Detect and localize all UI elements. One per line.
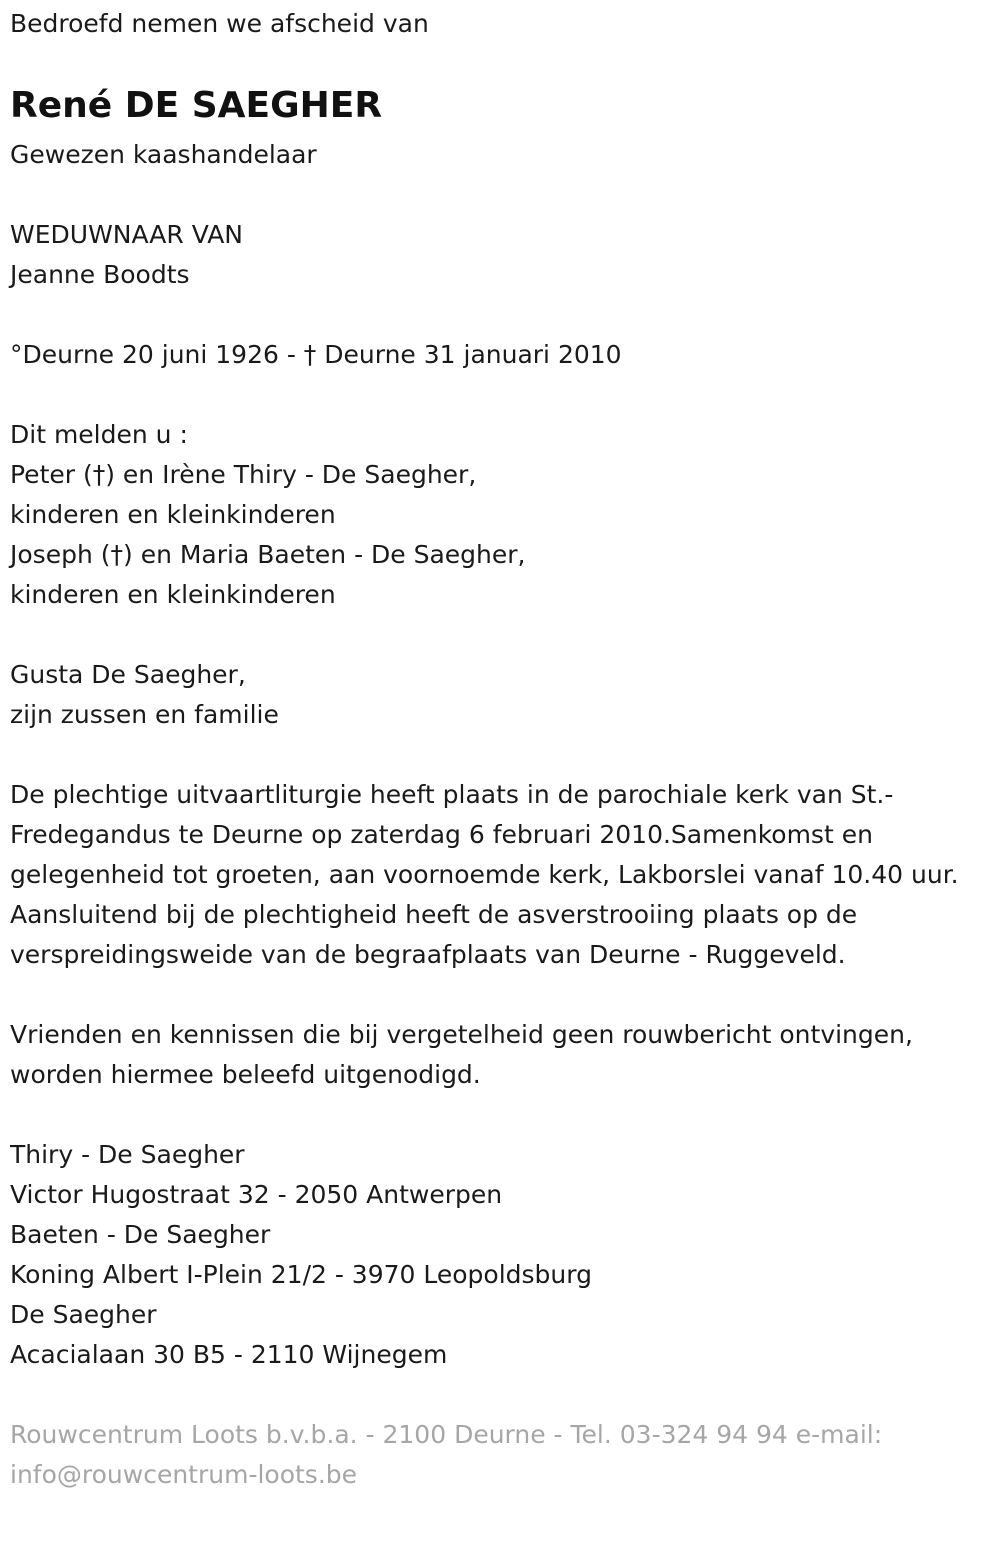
intro-text: Bedroefd nemen we afscheid van	[10, 9, 429, 38]
family-line: Joseph (†) en Maria Baeten - De Saegher,	[10, 540, 526, 569]
family-line: kinderen en kleinkinderen	[10, 580, 336, 609]
announced-by-label: Dit melden u :	[10, 420, 188, 449]
spacer	[10, 1095, 990, 1135]
address-name: Thiry - De Saegher	[10, 1140, 245, 1169]
funeral-home-footer: Rouwcentrum Loots b.v.b.a. - 2100 Deurne - Tel. 03-324 94 94 e-mail: info@rouwcentrum-loots.be	[10, 1420, 883, 1489]
occupation-text: Gewezen kaashandelaar	[10, 140, 317, 169]
spouse-name: Jeanne Boodts	[10, 260, 190, 289]
birth-death-dates: °Deurne 20 juni 1926 - † Deurne 31 januari 2010	[10, 340, 622, 369]
relatives-line: Gusta De Saegher,	[10, 660, 246, 689]
family-line: Peter (†) en Irène Thiry - De Saegher,	[10, 460, 477, 489]
relatives-line: zijn zussen en familie	[10, 700, 279, 729]
family-line: kinderen en kleinkinderen	[10, 500, 336, 529]
address-line: Acacialaan 30 B5 - 2110 Wijnegem	[10, 1340, 448, 1369]
scattering-paragraph: Aansluitend bij de plechtigheid heeft de asverstrooiing plaats op de verspreidingsweide van de begraafplaats van Deurne - Ruggeveld.	[10, 900, 858, 969]
spacer	[10, 735, 990, 775]
spacer	[10, 175, 990, 215]
invitation-paragraph: Vrienden en kennissen die bij vergetelheid geen rouwbericht ontvingen, worden hiermee beleefd uitgenodigd.	[10, 1020, 913, 1089]
widower-label: WEDUWNAAR VAN	[10, 220, 244, 249]
spacer	[10, 295, 990, 335]
spacer	[10, 975, 990, 1015]
address-line: Koning Albert I-Plein 21/2 - 3970 Leopoldsburg	[10, 1260, 592, 1289]
deceased-name: René DE SAEGHER	[10, 85, 383, 126]
spacer	[10, 375, 990, 415]
address-name: De Saegher	[10, 1300, 157, 1329]
address-name: Baeten - De Saegher	[10, 1220, 271, 1249]
spacer	[10, 615, 990, 655]
ceremony-paragraph: De plechtige uitvaartliturgie heeft plaats in de parochiale kerk van St.-Fredegandus te Deurne op zaterdag 6 februari 2010.Samenkomst en gelegenheid tot groeten, aan voornoemde kerk, Lakborslei vanaf 10.40 uur.	[10, 780, 959, 889]
address-line: Victor Hugostraat 32 - 2050 Antwerpen	[10, 1180, 503, 1209]
